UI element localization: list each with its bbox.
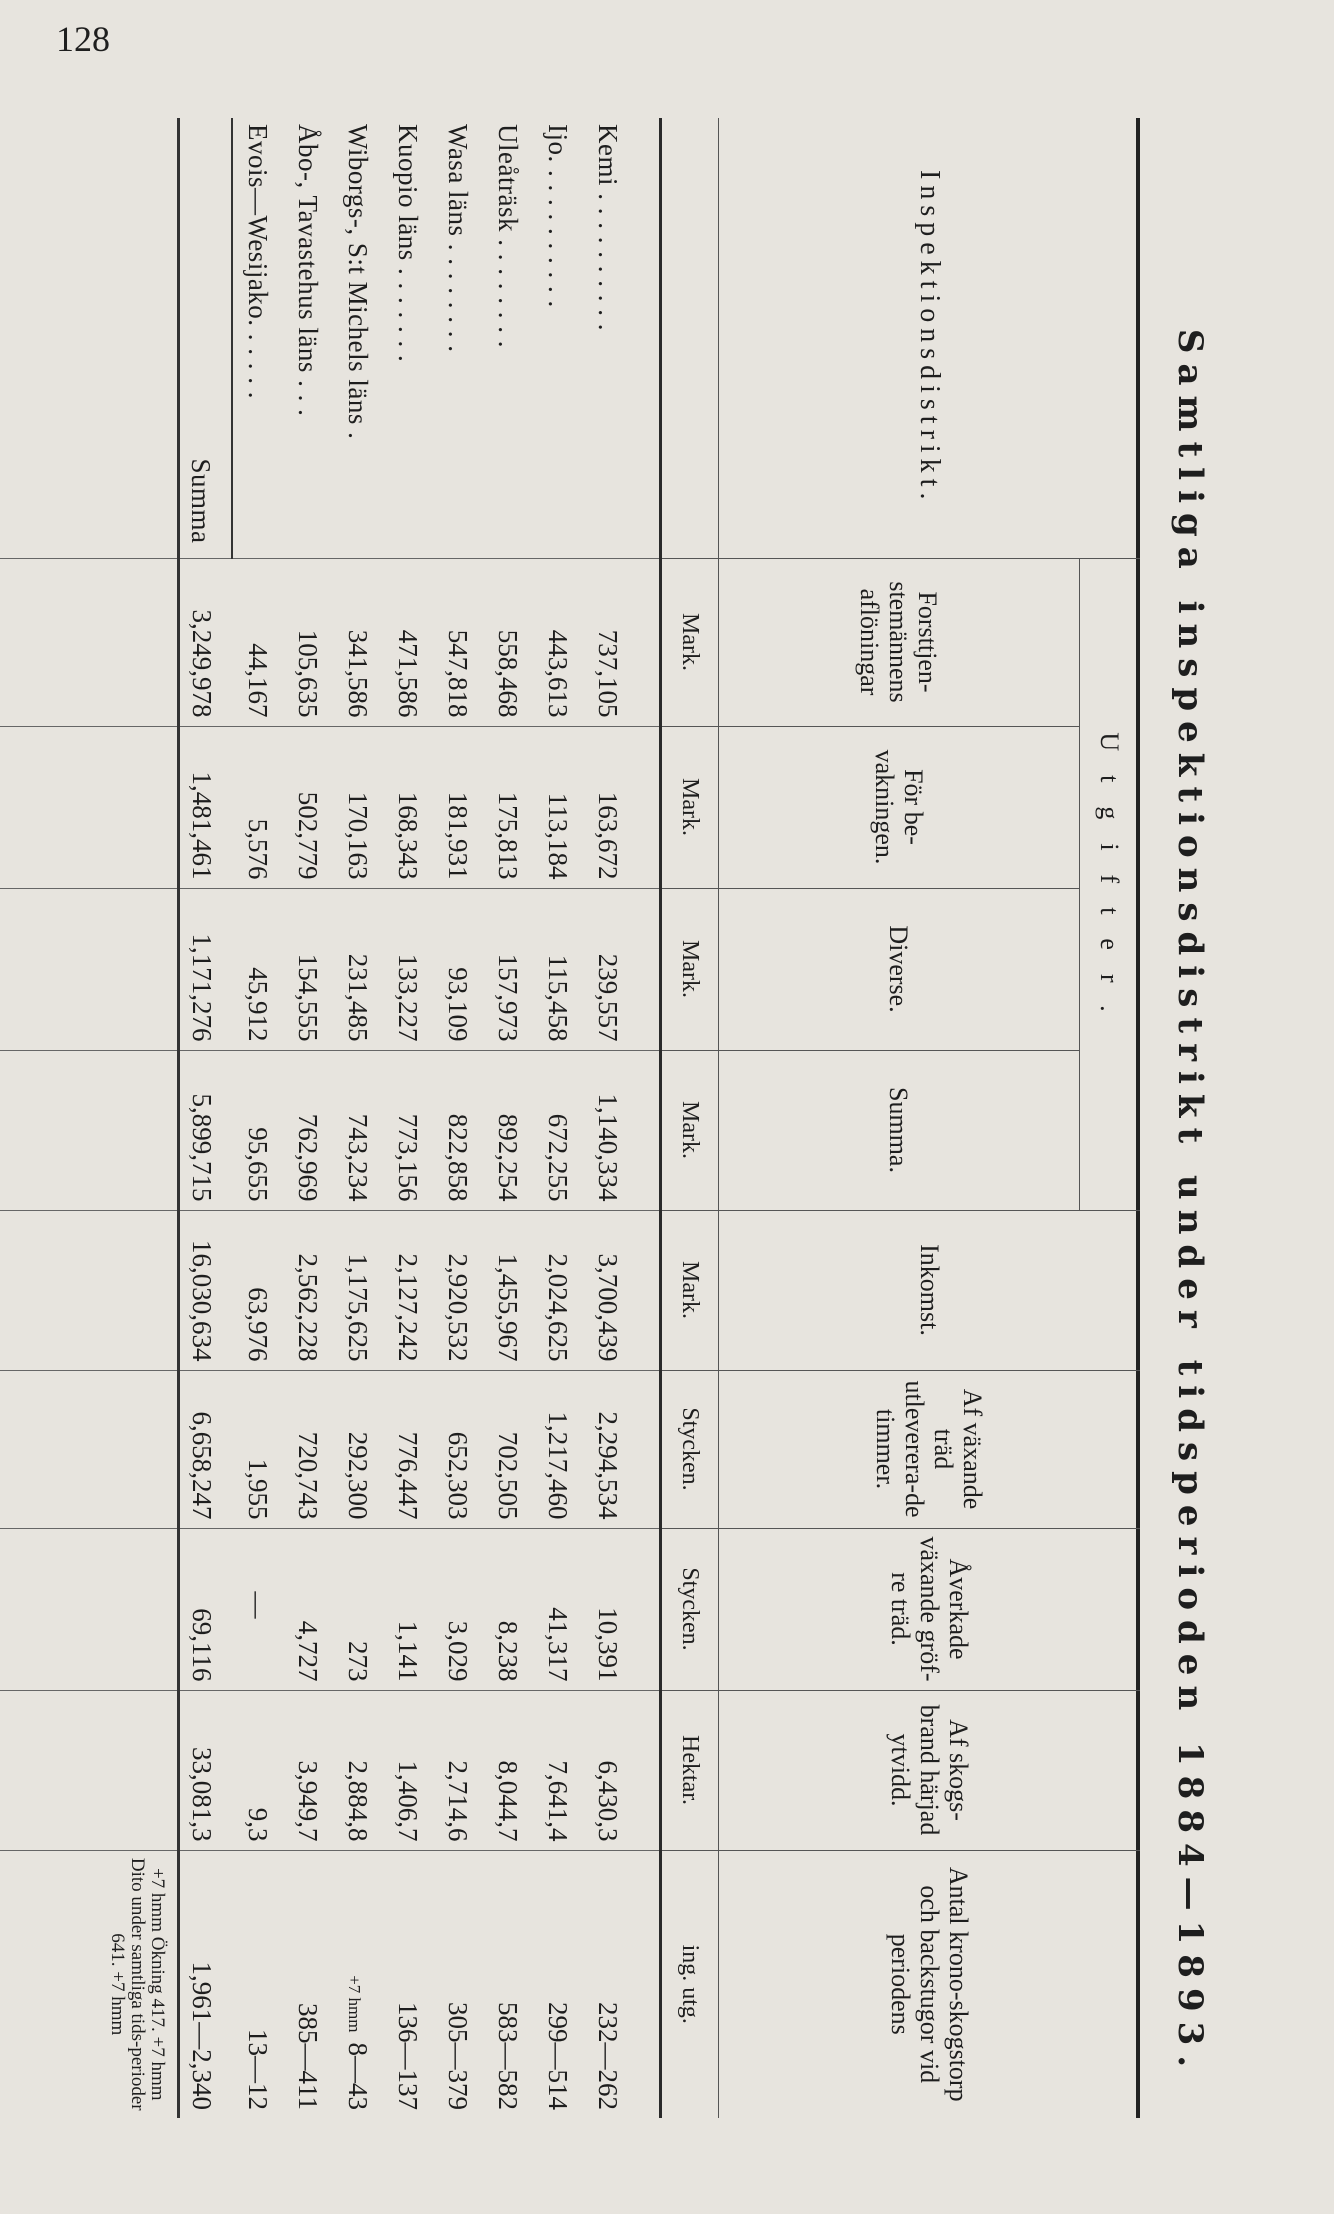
unit-grof: Stycken.	[661, 1528, 719, 1690]
summary-label-text: Summa	[186, 458, 217, 544]
cell-timmer: 776,447	[383, 1370, 433, 1528]
cell-bevak: 175,813	[483, 726, 533, 888]
cell-torp: 232—262	[583, 1850, 633, 2118]
header-diverse: Diverse.	[719, 888, 1080, 1050]
units-row	[661, 118, 719, 2118]
sum-bevak: 1,481,461	[171, 726, 232, 888]
cell-grof: 41,317	[533, 1528, 583, 1690]
cell-bevak: 181,931	[433, 726, 483, 888]
cell-timmer: 292,300	[333, 1370, 383, 1528]
unit-empty	[661, 118, 719, 558]
cell-forstt: 558,468	[483, 558, 533, 726]
cell-brand: 2,884,8	[333, 1690, 383, 1850]
unit-brand: Hektar.	[661, 1690, 719, 1850]
cell-inkomst: 1,455,967	[483, 1210, 533, 1370]
cell-diverse: 239,557	[583, 888, 633, 1050]
header-summa: Summa.	[719, 1050, 1080, 1210]
cell-inkomst: 2,920,532	[433, 1210, 483, 1370]
cell-inkomst: 63,976	[232, 1210, 283, 1370]
cell-grof: 4,727	[283, 1528, 333, 1690]
unit-timmer: Stycken.	[661, 1370, 719, 1528]
cell-summa: 743,234	[333, 1050, 383, 1210]
header-brand: Af skogs-brand härjad ytvidd.	[719, 1690, 1141, 1850]
cell-timmer: 2,294,534	[583, 1370, 633, 1528]
table-row	[383, 118, 433, 2118]
table-row	[333, 118, 383, 2118]
cell-torp: 583—582	[483, 1850, 533, 2118]
table-row	[433, 118, 483, 2118]
district-name: Åbo-, Tavastehus läns . . .	[293, 124, 324, 417]
cell-bevak: 168,343	[383, 726, 433, 888]
cell-diverse: 231,485	[333, 888, 383, 1050]
cell-forstt: 44,167	[232, 558, 283, 726]
district-name: Uleåträsk . . . . . . . .	[493, 124, 524, 348]
cell-forstt: 341,586	[333, 558, 383, 726]
header-torp: Antal krono-skogstorp och backstugor vid periodens	[719, 1850, 1141, 2118]
spacer-row	[633, 118, 661, 2118]
cell-summa: 822,858	[433, 1050, 483, 1210]
header-row-group	[1080, 118, 1141, 2118]
cell-diverse: 93,109	[433, 888, 483, 1050]
cell-bevak: 502,779	[283, 726, 333, 888]
unit-bevak: Mark.	[661, 726, 719, 888]
cell-brand: 3,949,7	[283, 1690, 333, 1850]
footnote: +7 hmm Ökning 417. +7 hmm Dito under samtliga tids-perioder 641. +7 hmm	[0, 1850, 171, 2118]
cell-timmer: 1,955	[232, 1370, 283, 1528]
table-row	[232, 118, 283, 2118]
unit-inkomst: Mark.	[661, 1210, 719, 1370]
cell-forstt: 471,586	[383, 558, 433, 726]
header-bevak: För be-vakningen.	[719, 726, 1080, 888]
district-name: Ijo. . . . . . . . . . .	[543, 124, 574, 308]
cell-inkomst: 3,700,439	[583, 1210, 633, 1370]
cell-diverse: 115,458	[533, 888, 583, 1050]
sum-summa: 5,899,715	[171, 1050, 232, 1210]
sum-grof: 69,116	[171, 1528, 232, 1690]
cell-diverse: 157,973	[483, 888, 533, 1050]
table-row	[583, 118, 633, 2118]
unit-summa: Mark.	[661, 1050, 719, 1210]
header-utgifter-label: Utgifter.	[1095, 732, 1125, 1036]
header-timmer: Af växande träd utleverera-de timmer.	[719, 1370, 1141, 1528]
cell-forstt: 547,818	[433, 558, 483, 726]
cell-torp: 305—379	[433, 1850, 483, 2118]
cell-summa: 95,655	[232, 1050, 283, 1210]
cell-torp: 136—137	[383, 1850, 433, 2118]
cell-forstt: 443,613	[533, 558, 583, 726]
cell-bevak: 113,184	[533, 726, 583, 888]
cell-summa: 762,969	[283, 1050, 333, 1210]
cell-bevak: 5,576	[232, 726, 283, 888]
cell-brand: 9,3	[232, 1690, 283, 1850]
cell-forstt: 737,105	[583, 558, 633, 726]
statistics-table-frame	[107, 118, 1140, 2118]
cell-grof: 1,141	[383, 1528, 433, 1690]
table-row	[483, 118, 533, 2118]
cell-inkomst: 2,024,625	[533, 1210, 583, 1370]
sum-torp: 1,961—2,340	[171, 1850, 232, 2118]
table-row	[283, 118, 333, 2118]
sum-timmer: 6,658,247	[171, 1370, 232, 1528]
sum-diverse: 1,171,276	[171, 888, 232, 1050]
header-inkomst: Inkomst.	[719, 1210, 1141, 1370]
cell-inkomst: 1,175,625	[333, 1210, 383, 1370]
cell-grof: 8,238	[483, 1528, 533, 1690]
unit-forstt: Mark.	[661, 558, 719, 726]
cell-summa: 773,156	[383, 1050, 433, 1210]
summary-label	[171, 118, 232, 558]
header-forstt: Forsttjen-stemännens aflöningar	[719, 558, 1080, 726]
cell-summa: 672,255	[533, 1050, 583, 1210]
district-name: Wasa läns . . . . . . . .	[443, 124, 474, 353]
header-district	[719, 118, 1141, 558]
district-name: Kuopio läns . . . . . . .	[393, 124, 424, 363]
statistics-table	[0, 118, 1140, 2118]
cell-timmer: 1,217,460	[533, 1370, 583, 1528]
cell-inkomst: 2,127,242	[383, 1210, 433, 1370]
cell-grof: 10,391	[583, 1528, 633, 1690]
cell-brand: 7,641,4	[533, 1690, 583, 1850]
cell-timmer: 702,505	[483, 1370, 533, 1528]
cell-diverse: 133,227	[383, 888, 433, 1050]
cell-forstt: 105,635	[283, 558, 333, 726]
header-grof: Åverkade växande gröf-re träd.	[719, 1528, 1141, 1690]
unit-torp: ing. utg.	[661, 1850, 719, 2118]
district-name: Kemi . . . . . . . . . .	[593, 124, 624, 331]
cell-torp: 385—411	[283, 1850, 333, 2118]
cell-summa: 892,254	[483, 1050, 533, 1210]
sum-forstt: 3,249,978	[171, 558, 232, 726]
page-number: 128	[56, 19, 110, 59]
cell-diverse: 45,912	[232, 888, 283, 1050]
cell-grof: 273	[333, 1528, 383, 1690]
header-utgifter	[1080, 558, 1141, 1210]
summary-row	[171, 118, 232, 2118]
cell-brand: 1,406,7	[383, 1690, 433, 1850]
sum-inkomst: 16,030,634	[171, 1210, 232, 1370]
cell-inkomst: 2,562,228	[283, 1210, 333, 1370]
page-title: Samtliga inspektionsdistrikt under tidsperioden 1884—1893.	[1170, 328, 1210, 2078]
cell-bevak: 163,672	[583, 726, 633, 888]
district-name: Wiborgs-, S:t Michels läns .	[343, 124, 374, 440]
cell-torp: 299—514	[533, 1850, 583, 2118]
cell-brand: 2,714,6	[433, 1690, 483, 1850]
district-name: Evois—Wesijako. . . . . .	[243, 124, 274, 400]
table-row	[533, 118, 583, 2118]
cell-bevak: 170,163	[333, 726, 383, 888]
cell-torp: 13—12	[232, 1850, 283, 2118]
rotated-table-block	[107, 118, 1210, 2118]
torp-value: 8—43	[343, 2042, 374, 2110]
bottom-rule	[177, 118, 180, 2118]
cell-timmer: 720,743	[283, 1370, 333, 1528]
unit-diverse: Mark.	[661, 888, 719, 1050]
cell-summa: 1,140,334	[583, 1050, 633, 1210]
cell-timmer: 652,303	[433, 1370, 483, 1528]
cell-grof: —	[232, 1528, 283, 1690]
cell-brand: 6,430,3	[583, 1690, 633, 1850]
note-row	[0, 118, 171, 2118]
sum-brand: 33,081,3	[171, 1690, 232, 1850]
cell-diverse: 154,555	[283, 888, 333, 1050]
cell-brand: 8,044,7	[483, 1690, 533, 1850]
cell-grof: 3,029	[433, 1528, 483, 1690]
header-district-label: Inspektionsdistrikt.	[914, 170, 945, 506]
cell-torp	[333, 1850, 383, 2118]
torp-note: +7 hmm	[345, 1975, 365, 2033]
